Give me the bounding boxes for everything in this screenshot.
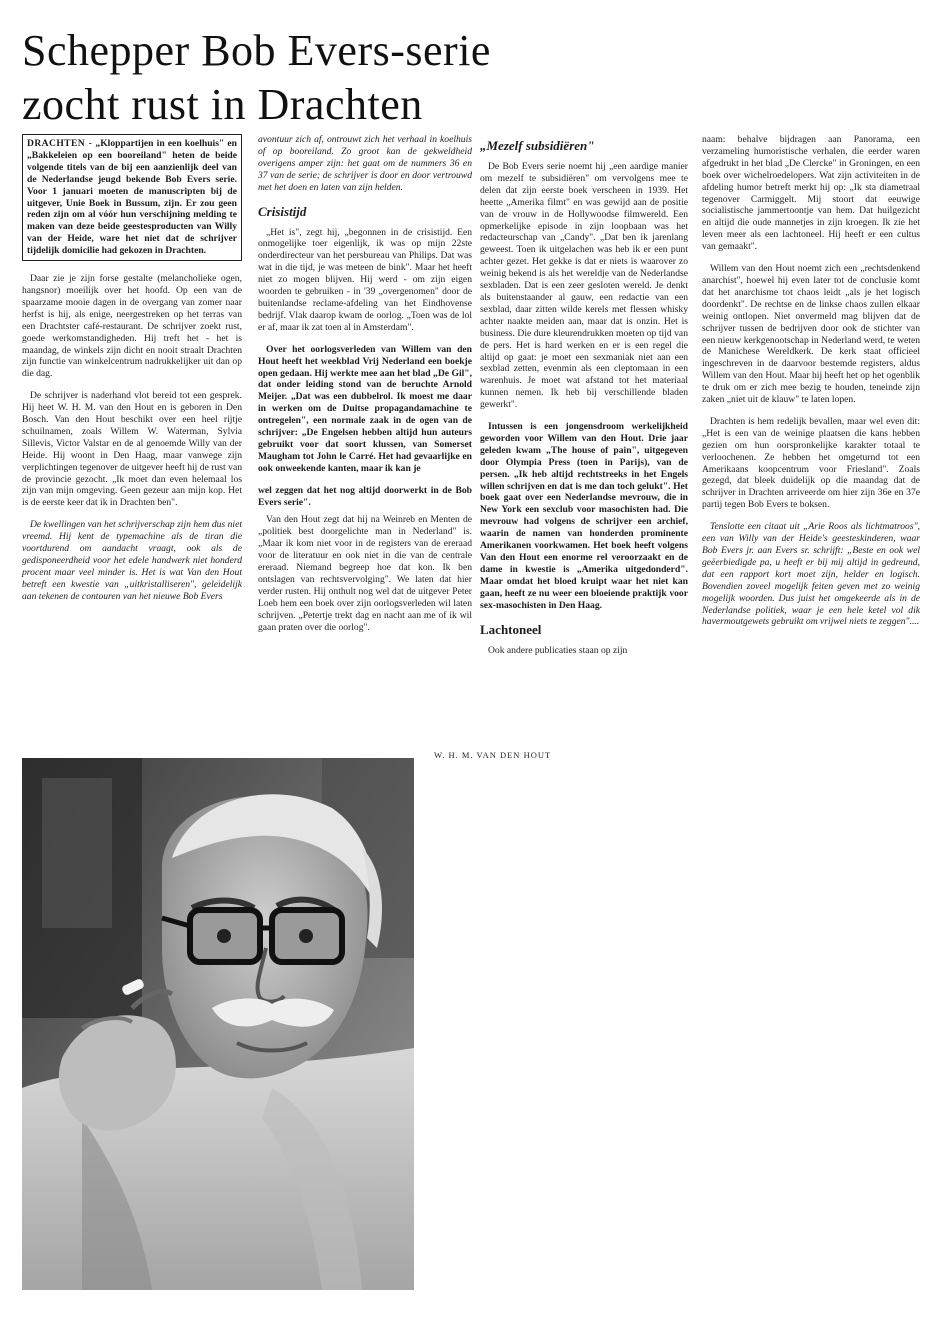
lead-box [22, 134, 242, 261]
paragraph: Drachten is hem redelijk bevallen, maar wel even dit: „Het is een van de weinige plaatsen die kans hebben gezien om hun oorspronkelijke karakter totaal te verloochenen. Ze hebben het omgeturnd tot een Amerikaans koopcentrum voor Friesland". Zoals gezegd, dat bleek duidelijk op die maandag dat de schrijver in Drachten arriveerde om hier zijn 36e en 37e partij tegen Bob Evers te boksen. [702, 415, 920, 511]
paragraph: De kwellingen van het schrijverschap zijn hem dus niet vreemd. Hij kent de typemachine als de tiran die voortdurend om aandacht vraagt, ook als de gedisponeerdheid voor het edele handwerk niet honderd procent maar veel minder is. Het is wat Van den Hout betreft een kwestie van „uitkristalliseren", geleidelijk aan tekenen de contouren van het nieuwe Bob Evers [22, 519, 242, 602]
photo-caption: W. H. M. VAN DEN HOUT [434, 750, 552, 760]
headline [22, 24, 662, 132]
paragraph: Over het oorlogsverleden van Willem van den Hout heeft het weekblad Vrij Nederland een boekje open gedaan. Hij werkte mee aan het blad „De Gil", dat onder leiding stond van de beruchte Arnold Meijer. „Dat was een dubbelrol. Ik moest me daar in werken om de Duitse propagandamachine te ontregelen", een normale zaak in de ogen van de schrijver: „De Engelsen hebben altijd hun auteurs gebruikt voor dat soort klussen, van Somerset Maugham tot John le Carré. Het had gevaarlijke en ook onweekende kanten, maar ik kan je [258, 343, 472, 474]
subheading-lachtoneel: Lachtoneel [480, 621, 542, 637]
paragraph: De Bob Evers serie noemt hij „een aardige manier om mezelf te subsidiëren" om vervolgens mee te delen dat zijn eerste boek verscheen in 1939. Het heette „Amerika filmt" en was gewijd aan de positie van de vrouw in de Hollywoodse filmwereld. Een opmerkelijke episode in zijn loopbaan was het redacteurschap van „Candy". „Dat ben ik jarenlang geweest. Toen ik uitgelachen was heb ik er een punt achter gezet. Het gekke is dat er niets is waarover zo weinig bekend is als het wereldje van de Nederlandse sexbladen. Dat is een zeer gesloten wereld. Je denkt als buitenstaander al gauw, een redactie van een sexblad, daar zitten wilde kerels met flessen whisky achter naakte meiden aan, maar dat is onzin. Het is business. Die dure kleurendrukken moeten op tijd van de pers. Het is hard werken en er is een regel die altijd op gaat: je moet een sexmaniak niet aan een sexblad zetten, evenmin als een cleptomaan in een warenhuis. Je moet wat afstand tot het materiaal kunnen nemen. Ik heb bij verschillende bladen gewerkt". [480, 161, 688, 411]
paragraph: Daar zie je zijn forse gestalte (melancholieke ogen, hangsnor) moeilijk over het hoofd. Op een van de spaarzame mooie dagen in de overgang van zomer naar herfst is hij, als enige, neergestreken op het terras van een Drachtster café-restaurant. De schrijver zoekt rust, goede werkomstandigheden. Hij treft het - het is maandag, de winkels zijn dicht en nooit straalt Drachten zijn functie van winkelcentrum nadrukkelijker uit dan op die dag. [22, 273, 242, 380]
dateline: DRACHTEN - [27, 138, 93, 149]
headline-line-2: zocht rust in Drachten [22, 80, 423, 129]
subheading-crisistijd: Crisistijd [258, 203, 307, 219]
paragraph: Intussen is een jongensdroom werkelijkheid geworden voor Willem van den Hout. Drie jaar geleden kwam „The house of pain", uitgegeven door Olympia Press (toen in Parijs), van de persen. „Ik heb altijd rechtstreeks in het Engels willen schrijven en dat is me dan toch gelukt". Het boek gaat over een Nederlandse mevrouw, die in New York een sexclub voor masochisten had. Die mevrouw had volgens de schrijver een archief, waarin de namen van honderden prominente Amerikanen voorkwamen. Het boek heeft volgens Van den Hout een enorme rel veroorzaakt en de dame in kwestie is „Amerika uitgedonderd". Maar omdat het bloed kruipt waar het niet kan gaan, heeft ze nu weer een bloeiende praktijk voor sex-masochisten in Den Haag. [480, 421, 688, 611]
paragraph: avontuur zich af, ontrouwt zich het verhaal in koelhuis of op booreiland. Zo groot kan de gekweldheid overigens amper zijn: het gaat om de nummers 36 en 37 van de serie; de schrijver is door en door vertrouwd met het doen en laten van zijn helden. [258, 134, 472, 193]
lead-paragraph [27, 138, 237, 257]
headline-line-1: Schepper Bob Evers-serie [22, 26, 491, 75]
subheading-mezelf-subsidieren: „Mezelf subsidiëren" [480, 138, 595, 153]
column-4 [702, 134, 920, 638]
paragraph: Van den Hout zegt dat hij na Weinreb en Menten de „politiek best doorgelichte man in Nederland" is. „Maar ik kom niet voor in de registers van de ereraad voor de literatuur en ook niet in die van de centrale ereraad. Niemand begreep hoe dat kon. Ik ben ontslagen van rechtsvervolging". We laten dat hier verder rusten. Hij onthult nog wel dat de uitgever Peter Loeb hem een boek over zijn oorlogsverleden wil laten schrijven. „Petertje trekt dag en nacht aan me of ik wil gaan praten over die oorlog". [258, 514, 472, 633]
paragraph: De schrijver is naderhand vlot bereid tot een gesprek. Hij heet W. H. M. van den Hout en is geboren in Den Bosch. Van den Hout beschikt over een heel rijtje schuilnamen, zoals Willem W. Waterman, Sylvia Sillevis, Victor Valstar en de al genoemde Willy van der Heide. Hij woont in Den Haag, maar vanwege zijn verplichtingen tegenover de uitgever heeft hij de rust van de provincie gezocht. „Ik moet dan even helemaal los zijn van mijn omgeving. Geen gezeur aan mijn kop. Het is de eerste keer dat ik in Drachten ben". [22, 390, 242, 509]
paragraph: „Het is", zegt hij, „begonnen in de crisistijd. Een onmogelijke toer eigenlijk, ik was op mijn 22ste onderdirecteur van het persbureau van Philips. Dat was wat in die tijd, je was meteen de bink". Maar het heeft niet zo mogen blijven. Hij werd - om zijn eigen woorden te gebruiken - in '39 „overgenomen" door de buitenlandse reclame-afdeling van het Eindhovense bedrijf. Vlak daarop kwam de oorlog. „Toen was de lol er af, maar ik zat toen al in Amsterdam". [258, 226, 472, 333]
column-1 [22, 134, 242, 613]
portrait-photo [22, 758, 414, 1290]
column-2 [258, 134, 472, 644]
paragraph: Ook andere publicaties staan op zijn [488, 644, 628, 656]
paragraph: naam: behalve bijdragen aan Panorama, een verzameling humoristische verhalen, die eerder waren afgedrukt in het blad „De Clercke" in Groningen, en een boek over wichelroedelopers. Wat zijn activiteiten in de afdeling humor betreft merkt hij op: „Ik sta diametraal tegenover Carmiggelt. Mij stoort dat eeuwige socialistische jammertoontje van hem. Dat huilgezicht en altijd die oude mannetjes in zijn kroegen. Ik zie het leven meer als een lachtoneel. Hij heeft er een cultus van gemaakt". [702, 134, 920, 253]
paragraph: Tenslotte een citaat uit „Arie Roos als lichtmatroos", een van Willy van der Heide's geesteskinderen, waar Bob Evers jr. aan Evers sr. schrijft: „Beste en ook wel geëerbiedigde pa, u heeft er bij mij altijd in gedreund, dat een rapport kort moet zijn, helder en logisch. Bovendien zoveel mogelijk feiten geven met zo weinig mogelijk woorden. Dus juist het omgekeerde als in de Nederlandse politiek, waar je een hele ketel vol dik havermoutgewets gebruikt om vrijwel niets te zeggen".... [702, 521, 920, 628]
paragraph: wel zeggen dat het nog altijd doorwerkt in de Bob Evers serie". [258, 484, 472, 508]
column-3 [480, 134, 688, 666]
paragraph: Willem van den Hout noemt zich een „rechtsdenkend anarchist", hoewel hij even later tot de conclusie komt dat het anarchisme tot chaos leidt „als je het logisch doordenkt". De rechtse en de linkse chaos zullen elkaar weinig ontlopen. Niet onvermeld mag blijven dat de schrijver tussen de bedrijven door ook de stichter van een nieuw kerkgenootschap in Nederland werd, te weten de Manichese Wereldkerk. De kerk staat officieel ingeschreven in de daarvoor bestemde registers, aldus Willem van den Hout. Maar hij heeft het op het ogenblik te druk om er zich mee bezig te houden, teneinde zijn zaken „niet uit de klauw" te laten lopen. [702, 263, 920, 406]
lead-text: „Kloppartijen in een koelhuis" en „Bakkeleien op een booreiland" heten de beide volgende titels van de bij een aanzienlijk deel van de Nederlandse jeugd bekende Bob Evers serie. Voor 1 januari moeten de manuscripten bij de uitgever, Unie Boek in Bussum, zijn. Er zou geen reden zijn om al vóór hun verschijning melding te maken van deze beide geestesproducten van Willy van der Heide, ware het niet dat de schrijver tijdelijk domicilie had gekozen in Drachten. [27, 138, 237, 257]
